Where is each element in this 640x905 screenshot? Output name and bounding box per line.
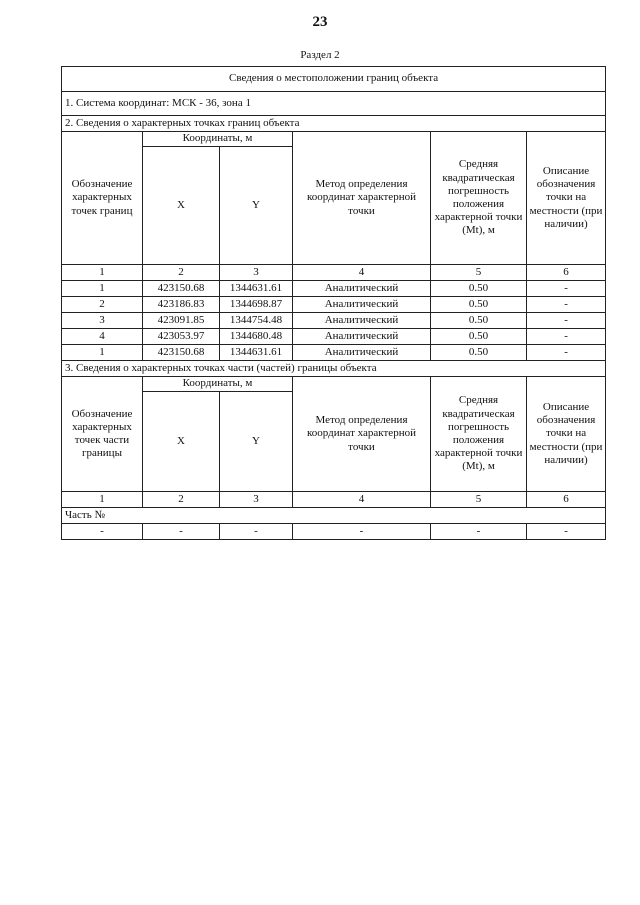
col-number: 3 <box>220 492 293 508</box>
table-title-row <box>62 67 606 92</box>
coord-x: 423053.97 <box>143 329 220 345</box>
header-description: Описание обозначения точки на местности (при наличии) <box>527 132 606 265</box>
coord-y: 1344698.87 <box>220 297 293 313</box>
header-method: Метод определения координат характерной точки <box>293 132 431 265</box>
col-number: 6 <box>527 492 606 508</box>
header-y: Y <box>220 392 293 492</box>
part-cell: - <box>143 524 220 540</box>
header-error: Средняя квадратическая погрешность положения характерной точки (Mt), м <box>431 377 527 492</box>
coord-system-row <box>62 92 606 116</box>
col-number: 3 <box>220 265 293 281</box>
col-number: 1 <box>62 492 143 508</box>
table-row <box>62 329 606 345</box>
part-cell: - <box>527 524 606 540</box>
boundary-table <box>61 66 606 540</box>
col-number: 2 <box>143 492 220 508</box>
header-error: Средняя квадратическая погрешность положения характерной точки (Mt), м <box>431 132 527 265</box>
header1-row-a <box>62 132 606 147</box>
method: Аналитический <box>293 297 431 313</box>
table-title: Сведения о местоположении границ объекта <box>62 67 606 92</box>
col-number: 4 <box>293 265 431 281</box>
description: - <box>527 329 606 345</box>
description: - <box>527 345 606 361</box>
part-cell: - <box>220 524 293 540</box>
header-description: Описание обозначения точки на местности (при наличии) <box>527 377 606 492</box>
column-numbers-row <box>62 265 606 281</box>
point-id: 2 <box>62 297 143 313</box>
part-label: Часть № <box>62 508 606 524</box>
col-number: 5 <box>431 265 527 281</box>
header-y: Y <box>220 147 293 265</box>
header-x: X <box>143 147 220 265</box>
error: 0.50 <box>431 313 527 329</box>
col-number: 6 <box>527 265 606 281</box>
header-method: Метод определения координат характерной точки <box>293 377 431 492</box>
method: Аналитический <box>293 329 431 345</box>
part-label-row <box>62 508 606 524</box>
col-number: 1 <box>62 265 143 281</box>
error: 0.50 <box>431 329 527 345</box>
col-number: 2 <box>143 265 220 281</box>
coord-system: 1. Система координат: МСК - 36, зона 1 <box>62 92 606 116</box>
parts-heading: 3. Сведения о характерных точках части (частей) границы объекта <box>62 361 606 377</box>
parts-heading-row <box>62 361 606 377</box>
header2-row-a <box>62 377 606 392</box>
section-label: Раздел 2 <box>300 49 340 61</box>
error: 0.50 <box>431 345 527 361</box>
description: - <box>527 297 606 313</box>
part-cell: - <box>293 524 431 540</box>
description: - <box>527 281 606 297</box>
coord-y: 1344631.61 <box>220 345 293 361</box>
method: Аналитический <box>293 345 431 361</box>
description: - <box>527 313 606 329</box>
table-row <box>62 524 606 540</box>
col-number: 5 <box>431 492 527 508</box>
header-designation: Обозначение характерных точек границ <box>62 132 143 265</box>
point-id: 3 <box>62 313 143 329</box>
header-coords: Координаты, м <box>143 132 293 147</box>
point-id: 1 <box>62 281 143 297</box>
table-row <box>62 345 606 361</box>
column-numbers-row <box>62 492 606 508</box>
page-number: 23 <box>312 14 328 30</box>
error: 0.50 <box>431 297 527 313</box>
points-heading-row <box>62 116 606 132</box>
point-id: 4 <box>62 329 143 345</box>
coord-x: 423150.68 <box>143 281 220 297</box>
method: Аналитический <box>293 313 431 329</box>
point-id: 1 <box>62 345 143 361</box>
table-row <box>62 297 606 313</box>
points-heading: 2. Сведения о характерных точках границ объекта <box>62 116 606 132</box>
method: Аналитический <box>293 281 431 297</box>
part-cell: - <box>62 524 143 540</box>
coord-x: 423091.85 <box>143 313 220 329</box>
header-designation: Обозначение характерных точек части границы <box>62 377 143 492</box>
header-x: X <box>143 392 220 492</box>
part-cell: - <box>431 524 527 540</box>
coord-y: 1344754.48 <box>220 313 293 329</box>
table-row <box>62 313 606 329</box>
col-number: 4 <box>293 492 431 508</box>
error: 0.50 <box>431 281 527 297</box>
coord-x: 423186.83 <box>143 297 220 313</box>
header-coords: Координаты, м <box>143 377 293 392</box>
coord-y: 1344631.61 <box>220 281 293 297</box>
table-row <box>62 281 606 297</box>
coord-x: 423150.68 <box>143 345 220 361</box>
coord-y: 1344680.48 <box>220 329 293 345</box>
